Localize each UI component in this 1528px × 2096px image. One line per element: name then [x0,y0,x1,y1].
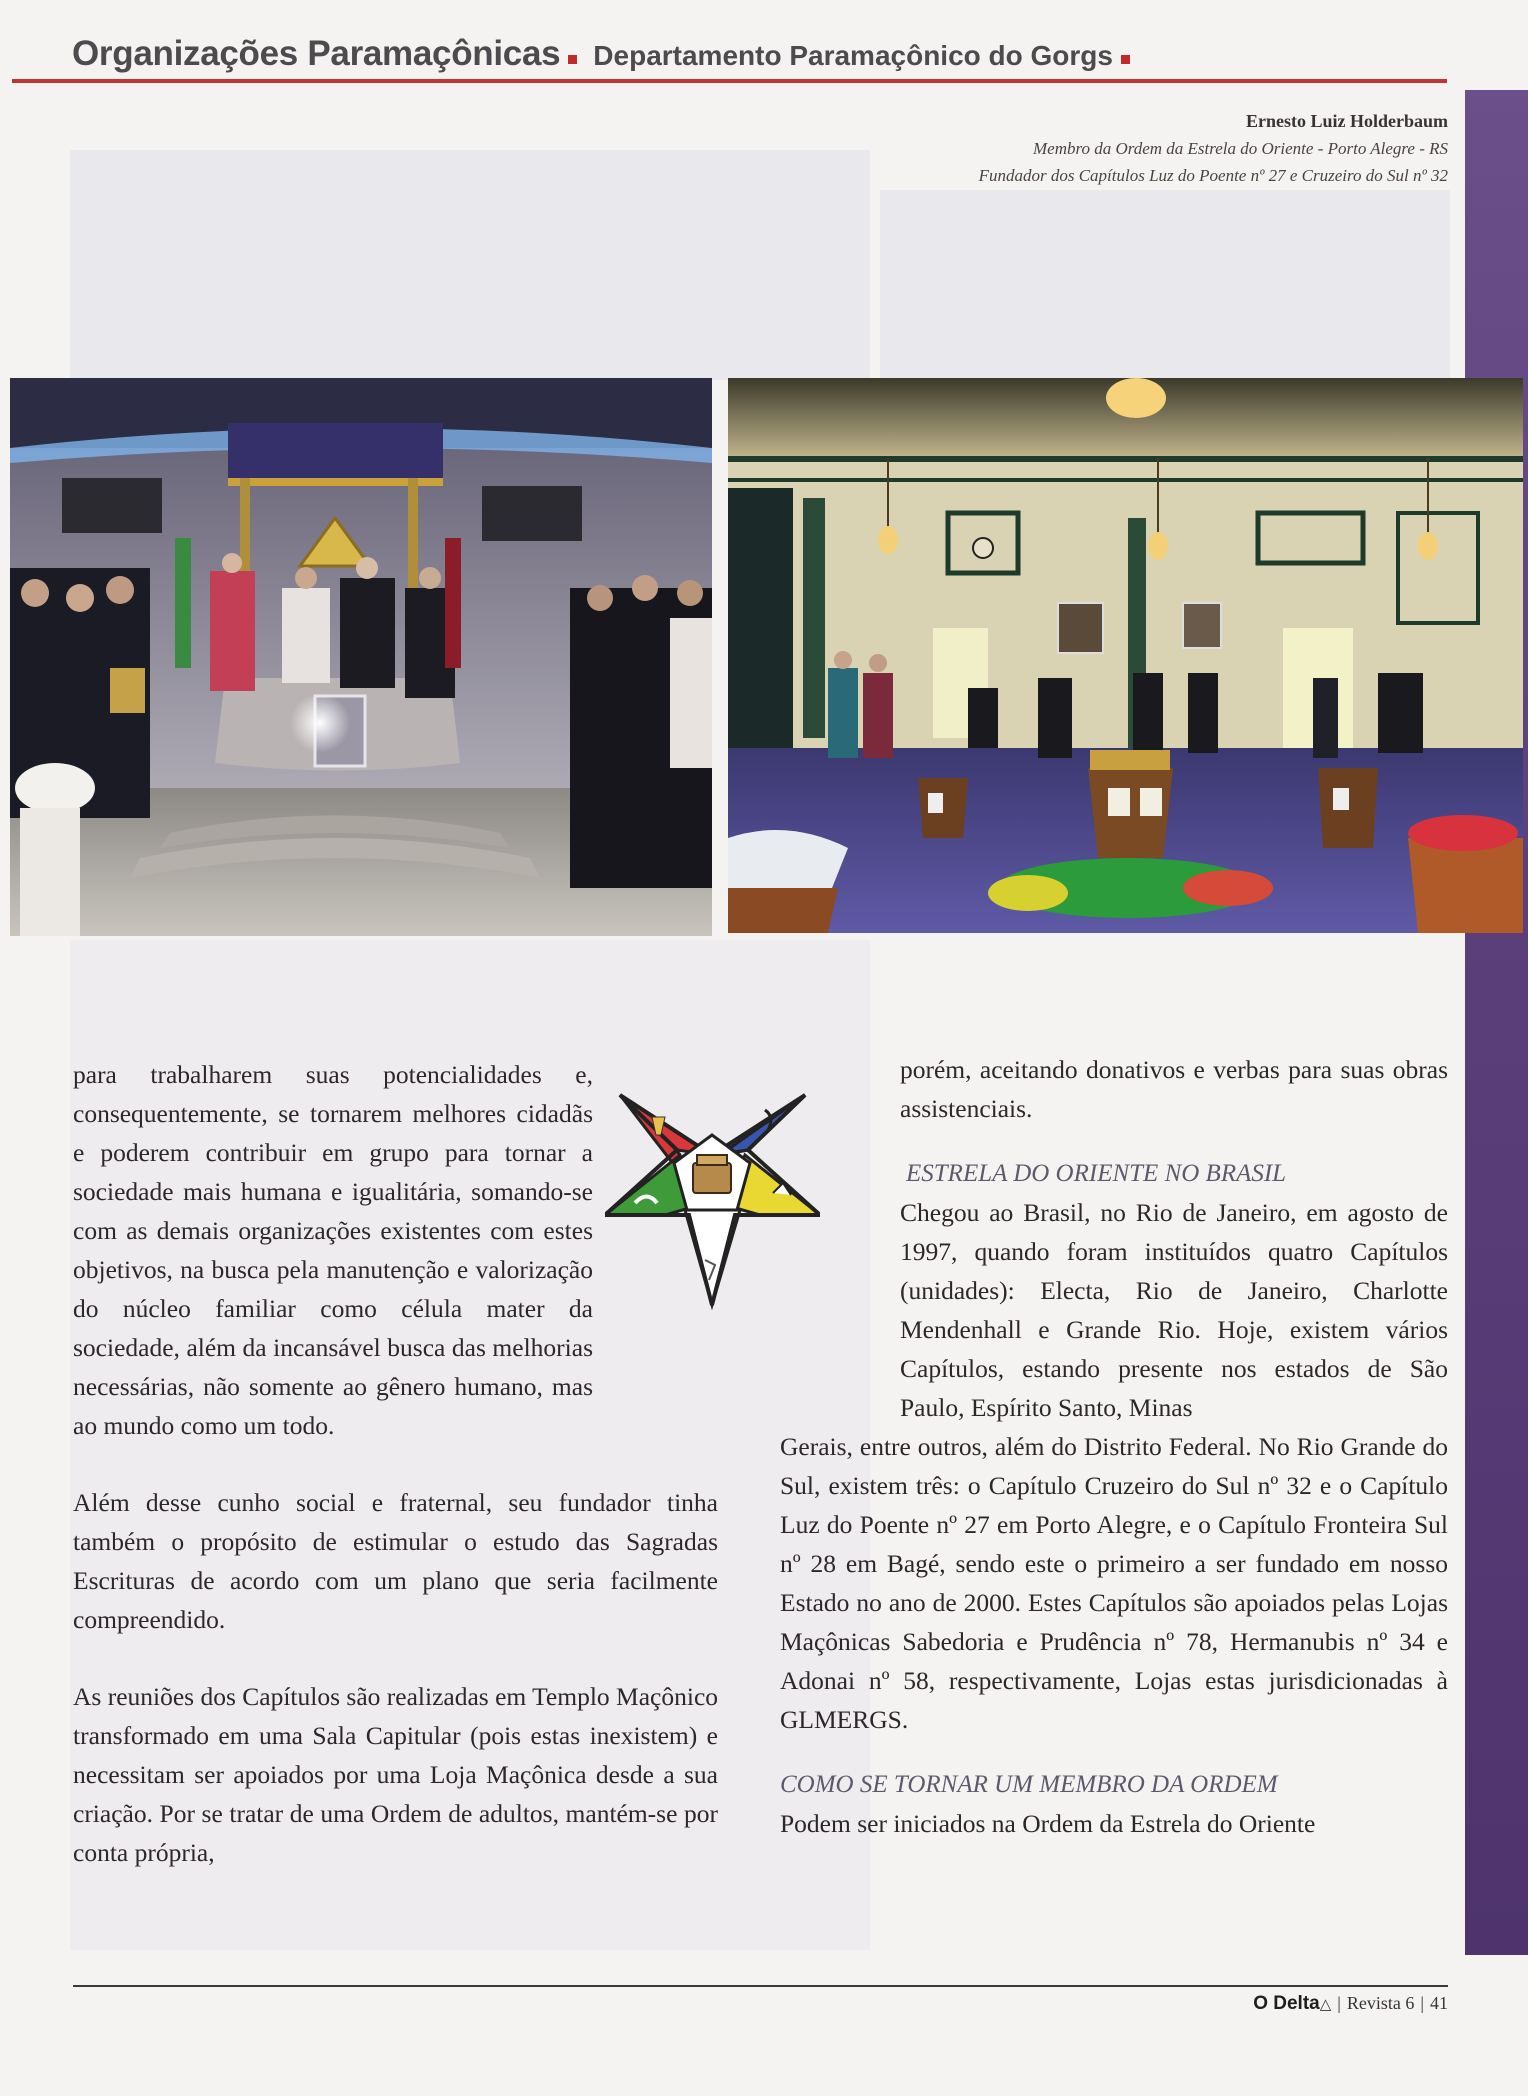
left-paragraph-3: As reuniões dos Capítulos são realizadas em Templo Maçônico transformado em uma Sala Capitular (pois estas inexistem) e necessitam ser apoiados por uma Loja Maçônica desde a sua criação. Por se tratar de uma Ordem de adultos, mantém-se por conta própria, [73,1682,719,1867]
right-paragraph-3: Podem ser iniciados na Ordem da Estrela do Oriente [780,1809,1316,1838]
bleed-through-background-right [880,190,1450,380]
footer-separator-2: | [1420,1993,1424,2013]
footer-rule [73,1985,1448,1987]
page-header [72,34,1452,80]
photo-temple-hall-image [728,378,1523,933]
issue-label: Revista 6 [1346,1993,1415,2013]
right-column-text [780,1050,1448,1843]
side-color-band [1465,90,1528,1955]
page-footer [1253,1993,1448,2015]
photo-ceremony-altar [10,378,712,936]
section-title: Organizações Paramaçônicas [72,34,561,73]
footer-separator-1: | [1337,1993,1341,2013]
header-rule [12,79,1447,83]
delta-triangle-icon: △ [1319,1995,1332,2013]
heading-estrela-brasil: ESTRELA DO ORIENTE NO BRASIL [906,1160,1287,1187]
author-name: Ernesto Luiz Holderbaum [1245,111,1448,131]
photo-ceremony-altar-image [10,378,712,936]
left-paragraph-2: Além desse cunho social e fraternal, seu fundador tinha também o propósito de estimular o estudo das Sagradas Escrituras de acordo com um plano que seria facilmente compreendido. [73,1488,718,1634]
right-indented-block [780,1050,1448,1427]
heading-como-tornar-membro: COMO SE TORNAR UM MEMBRO DA ORDEM [780,1771,1278,1798]
right-paragraph-2b: Gerais, entre outros, além do Distrito Federal. No Rio Grande do Sul, existem três: o Capítulo Cruzeiro do Sul nº 32 e o Capítulo Luz do Poente nº 27 em Porto Alegre, e o Capítulo Fronteira Sul nº 28 em Bagé, sendo este o primeiro a ser fundado em nosso Estado no ano de 2000. Estes Capítulos são apoiados pelas Lojas Maçônicas Sabedoria e Prudência nº 78, Hermanubis nº 34 e Adonai nº 58, respectivamente, Lojas estas jurisdicionadas à GLMERGS. [780,1432,1448,1734]
right-paragraph-1: porém, aceitando donativos e verbas para suas obras assistenciais. [900,1055,1448,1123]
author-role-2: Fundador dos Capítulos Luz do Poente nº 27 e Cruzeiro do Sul nº 32 [978,166,1448,185]
page-number: 41 [1430,1993,1448,2013]
photo-temple-hall [728,378,1523,933]
left-paragraph-1-text: para trabalharem suas potencialidades e, consequentemente, se tornarem melhores cidadãs e poderem contribuir em grupo para tornar a sociedade mais humana e igualitária, somando-se com as demais organizações existentes com estes objetivos, na busca pela manutenção e valorização do núcleo familiar como célula mater da sociedade, além da incansável busca das melhorias necessárias, não somente ao gênero humano, mas ao mundo como um todo. [73,1060,593,1440]
department-title: Departamento Paramaçônico do Gorgs [593,40,1113,71]
author-role-1: Membro da Ordem da Estrela do Oriente - Porto Alegre - RS [1032,139,1448,158]
left-paragraph-1 [73,1055,593,1445]
right-paragraph-2a: Chegou ao Brasil, no Rio de Janeiro, em agosto de 1997, quando foram instituídos quatro Capítulos (unidades): Electa, Rio de Janeiro, Charlotte Mendenhall e Grande Rio. Hoje, existem vários Capítulos, estando presente nos estados de São Paulo, Espírito Santo, Minas [900,1198,1448,1422]
header-square-bullet-end [1121,55,1130,64]
magazine-logo: O Delta [1253,1993,1320,2014]
header-square-bullet [568,55,577,64]
author-byline [748,108,1448,189]
